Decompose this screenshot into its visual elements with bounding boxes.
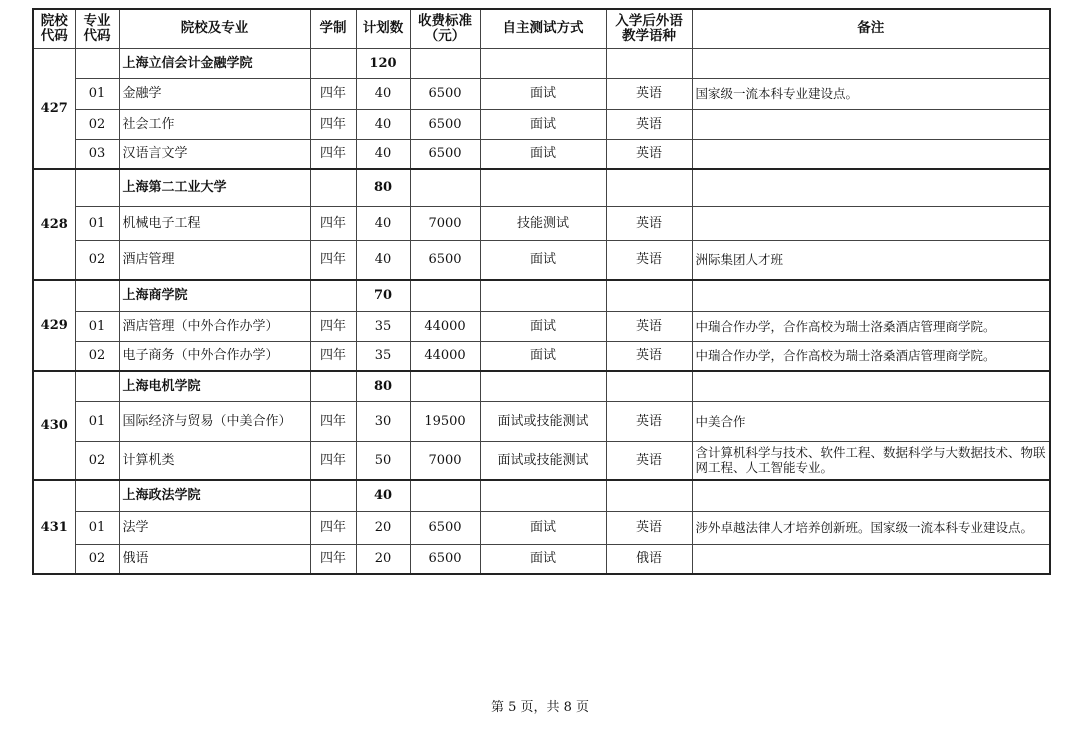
duration-cell: 四年 <box>310 441 356 480</box>
fee-cell <box>410 48 480 78</box>
major-name: 法学 <box>119 511 310 544</box>
major-code: 01 <box>75 78 119 109</box>
note-cell: 洲际集团人才班 <box>692 240 1050 280</box>
major-code: 02 <box>75 441 119 480</box>
note-cell: 中美合作 <box>692 401 1050 441</box>
note-cell <box>692 280 1050 311</box>
duration-cell <box>310 371 356 401</box>
school-total-plan: 120 <box>356 48 410 78</box>
table-header-row <box>33 9 1050 48</box>
fee-cell <box>410 480 480 511</box>
plan-cell: 40 <box>356 206 410 240</box>
school-name: 上海电机学院 <box>119 371 310 401</box>
fee-cell: 6500 <box>410 139 480 169</box>
major-code <box>75 169 119 206</box>
note-cell: 中瑞合作办学，合作高校为瑞士洛桑酒店管理商学院。 <box>692 311 1050 341</box>
language-cell: 英语 <box>606 311 692 341</box>
language-cell <box>606 48 692 78</box>
header-plan: 计划数 <box>356 9 410 48</box>
plan-cell: 20 <box>356 511 410 544</box>
header-test: 自主测试方式 <box>480 9 606 48</box>
school-total-plan: 80 <box>356 169 410 206</box>
major-code: 03 <box>75 139 119 169</box>
language-cell: 英语 <box>606 139 692 169</box>
fee-cell: 7000 <box>410 441 480 480</box>
test-cell <box>480 480 606 511</box>
duration-cell: 四年 <box>310 139 356 169</box>
note-cell: 涉外卓越法律人才培养创新班。国家级一流本科专业建设点。 <box>692 511 1050 544</box>
major-name: 社会工作 <box>119 109 310 139</box>
fee-cell: 6500 <box>410 544 480 574</box>
fee-cell <box>410 169 480 206</box>
fee-cell <box>410 280 480 311</box>
duration-cell: 四年 <box>310 341 356 371</box>
duration-cell <box>310 480 356 511</box>
enrollment-plan-table <box>32 8 1051 575</box>
table-row <box>33 511 1050 544</box>
major-name: 机械电子工程 <box>119 206 310 240</box>
note-cell <box>692 48 1050 78</box>
fee-cell: 6500 <box>410 78 480 109</box>
school-total-plan: 40 <box>356 480 410 511</box>
table-row <box>33 401 1050 441</box>
test-cell: 面试 <box>480 240 606 280</box>
table-row <box>33 544 1050 574</box>
table-row <box>33 139 1050 169</box>
test-cell: 技能测试 <box>480 206 606 240</box>
table-row <box>33 78 1050 109</box>
duration-cell <box>310 280 356 311</box>
test-cell: 面试 <box>480 139 606 169</box>
header-note: 备注 <box>692 9 1050 48</box>
test-cell <box>480 371 606 401</box>
major-code: 01 <box>75 511 119 544</box>
fee-cell: 19500 <box>410 401 480 441</box>
plan-cell: 30 <box>356 401 410 441</box>
major-name: 计算机类 <box>119 441 310 480</box>
major-name: 电子商务（中外合作办学） <box>119 341 310 371</box>
header-language: 入学后外语教学语种 <box>606 9 692 48</box>
school-row <box>33 48 1050 78</box>
note-cell <box>692 169 1050 206</box>
major-code <box>75 48 119 78</box>
note-cell <box>692 109 1050 139</box>
table-row <box>33 206 1050 240</box>
test-cell: 面试或技能测试 <box>480 441 606 480</box>
test-cell: 面试 <box>480 78 606 109</box>
major-code <box>75 480 119 511</box>
major-code: 02 <box>75 240 119 280</box>
plan-cell: 40 <box>356 78 410 109</box>
note-cell <box>692 480 1050 511</box>
fee-cell: 44000 <box>410 341 480 371</box>
language-cell: 英语 <box>606 109 692 139</box>
school-code: 430 <box>33 371 75 480</box>
school-row <box>33 371 1050 401</box>
plan-cell: 40 <box>356 139 410 169</box>
school-row <box>33 280 1050 311</box>
fee-cell: 6500 <box>410 109 480 139</box>
table-row <box>33 341 1050 371</box>
major-name: 酒店管理 <box>119 240 310 280</box>
major-code: 01 <box>75 311 119 341</box>
test-cell: 面试 <box>480 109 606 139</box>
header-duration: 学制 <box>310 9 356 48</box>
table-row <box>33 441 1050 480</box>
major-code: 02 <box>75 109 119 139</box>
major-code <box>75 280 119 311</box>
major-code: 02 <box>75 341 119 371</box>
plan-cell: 35 <box>356 341 410 371</box>
plan-cell: 35 <box>356 311 410 341</box>
duration-cell: 四年 <box>310 311 356 341</box>
note-cell: 国家级一流本科专业建设点。 <box>692 78 1050 109</box>
test-cell: 面试或技能测试 <box>480 401 606 441</box>
test-cell: 面试 <box>480 341 606 371</box>
school-name: 上海立信会计金融学院 <box>119 48 310 78</box>
plan-cell: 20 <box>356 544 410 574</box>
header-school-and-major: 院校及专业 <box>119 9 310 48</box>
fee-cell: 7000 <box>410 206 480 240</box>
duration-cell <box>310 48 356 78</box>
major-code: 01 <box>75 401 119 441</box>
major-code <box>75 371 119 401</box>
major-name: 汉语言文学 <box>119 139 310 169</box>
fee-cell: 6500 <box>410 240 480 280</box>
major-name: 国际经济与贸易（中美合作） <box>119 401 310 441</box>
header-fee: 收费标准（元） <box>410 9 480 48</box>
language-cell: 英语 <box>606 240 692 280</box>
language-cell: 俄语 <box>606 544 692 574</box>
school-name: 上海政法学院 <box>119 480 310 511</box>
plan-cell: 40 <box>356 240 410 280</box>
table-row <box>33 240 1050 280</box>
plan-cell: 40 <box>356 109 410 139</box>
language-cell: 英语 <box>606 341 692 371</box>
school-total-plan: 70 <box>356 280 410 311</box>
header-school-code: 院校代码 <box>33 9 75 48</box>
major-code: 02 <box>75 544 119 574</box>
page-footer: 第 5 页，共 8 页 <box>490 700 590 715</box>
school-code: 427 <box>33 48 75 169</box>
test-cell: 面试 <box>480 544 606 574</box>
fee-cell: 44000 <box>410 311 480 341</box>
language-cell: 英语 <box>606 206 692 240</box>
school-row <box>33 169 1050 206</box>
duration-cell: 四年 <box>310 109 356 139</box>
major-code: 01 <box>75 206 119 240</box>
fee-cell: 6500 <box>410 511 480 544</box>
school-code: 431 <box>33 480 75 574</box>
school-code: 429 <box>33 280 75 371</box>
language-cell <box>606 169 692 206</box>
major-name: 俄语 <box>119 544 310 574</box>
table-row <box>33 109 1050 139</box>
test-cell: 面试 <box>480 311 606 341</box>
note-cell <box>692 544 1050 574</box>
language-cell: 英语 <box>606 78 692 109</box>
table-row <box>33 311 1050 341</box>
note-cell <box>692 206 1050 240</box>
duration-cell: 四年 <box>310 511 356 544</box>
duration-cell: 四年 <box>310 401 356 441</box>
school-code: 428 <box>33 169 75 280</box>
duration-cell: 四年 <box>310 78 356 109</box>
duration-cell: 四年 <box>310 206 356 240</box>
note-cell: 中瑞合作办学，合作高校为瑞士洛桑酒店管理商学院。 <box>692 341 1050 371</box>
test-cell <box>480 169 606 206</box>
plan-cell: 50 <box>356 441 410 480</box>
language-cell: 英语 <box>606 511 692 544</box>
school-name: 上海第二工业大学 <box>119 169 310 206</box>
language-cell <box>606 280 692 311</box>
duration-cell: 四年 <box>310 544 356 574</box>
note-cell <box>692 139 1050 169</box>
note-cell <box>692 371 1050 401</box>
school-total-plan: 80 <box>356 371 410 401</box>
language-cell <box>606 480 692 511</box>
language-cell: 英语 <box>606 441 692 480</box>
test-cell <box>480 48 606 78</box>
test-cell: 面试 <box>480 511 606 544</box>
major-name: 酒店管理（中外合作办学） <box>119 311 310 341</box>
language-cell <box>606 371 692 401</box>
duration-cell: 四年 <box>310 240 356 280</box>
school-name: 上海商学院 <box>119 280 310 311</box>
major-name: 金融学 <box>119 78 310 109</box>
header-major-code: 专业代码 <box>75 9 119 48</box>
note-cell: 含计算机科学与技术、软件工程、数据科学与大数据技术、物联网工程、人工智能专业。 <box>692 441 1050 480</box>
fee-cell <box>410 371 480 401</box>
duration-cell <box>310 169 356 206</box>
language-cell: 英语 <box>606 401 692 441</box>
test-cell <box>480 280 606 311</box>
school-row <box>33 480 1050 511</box>
